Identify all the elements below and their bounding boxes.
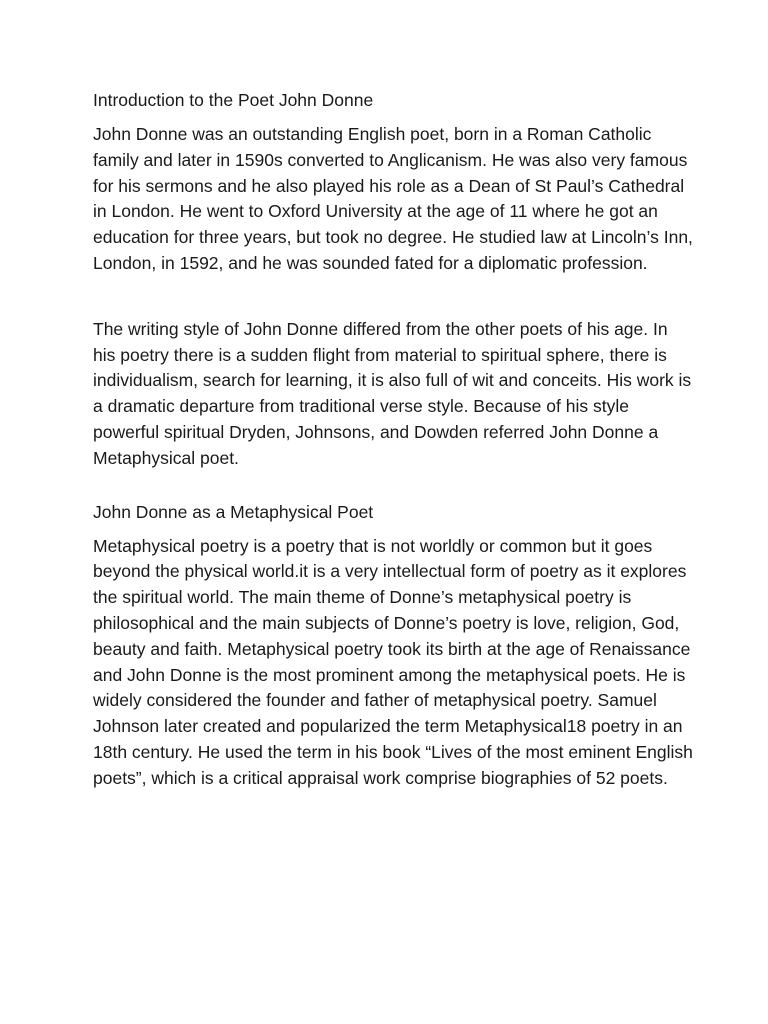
document-page (93, 88, 693, 792)
paragraph-spacer (93, 277, 693, 317)
section-spacer (93, 472, 693, 500)
paragraph-biography: John Donne was an outstanding English poet, born in a Roman Catholic family and later in 1590s converted to Anglicanism. He was also very famous for his sermons and he also played his role as a Dean of St Paul’s Cathedral in London. He went to Oxford University at the age of 11 where he got an education for three years, but took no degree. He studied law at Lincoln’s Inn, London, in 1592, and he was sounded fated for a diplomatic profession. (93, 124, 693, 273)
paragraph-metaphysical-poetry: Metaphysical poetry is a poetry that is not worldly or common but it goes beyond the physical world.it is a very intellectual form of poetry as it explores the spiritual world. The main theme of Donne’s metaphysical poetry is philosophical and the main subjects of Donne’s poetry is love, religion, God, beauty and faith. Metaphysical poetry took its birth at the age of Renaissance and John Donne is the most prominent among the metaphysical poets. He is widely considered the founder and father of metaphysical poetry. Samuel Johnson later created and popularized the term Metaphysical18 poetry in an 18th century. He used the term in his book “Lives of the most eminent English poets”, which is a critical appraisal work comprise biographies of 52 poets. (93, 535, 693, 788)
section-heading-introduction: Introduction to the Poet John Donne (93, 90, 374, 110)
paragraph-writing-style: The writing style of John Donne differed from the other poets of his age. In his poetry there is a sudden flight from material to spiritual sphere, there is individualism, search for learning, it is also full of wit and conceits. His work is a dramatic departure from traditional verse style. Because of his style powerful spiritual Dryden, Johnsons, and Dowden referred John Donne a Metaphysical poet. (93, 318, 692, 468)
section-heading-metaphysical: John Donne as a Metaphysical Poet (93, 501, 374, 522)
